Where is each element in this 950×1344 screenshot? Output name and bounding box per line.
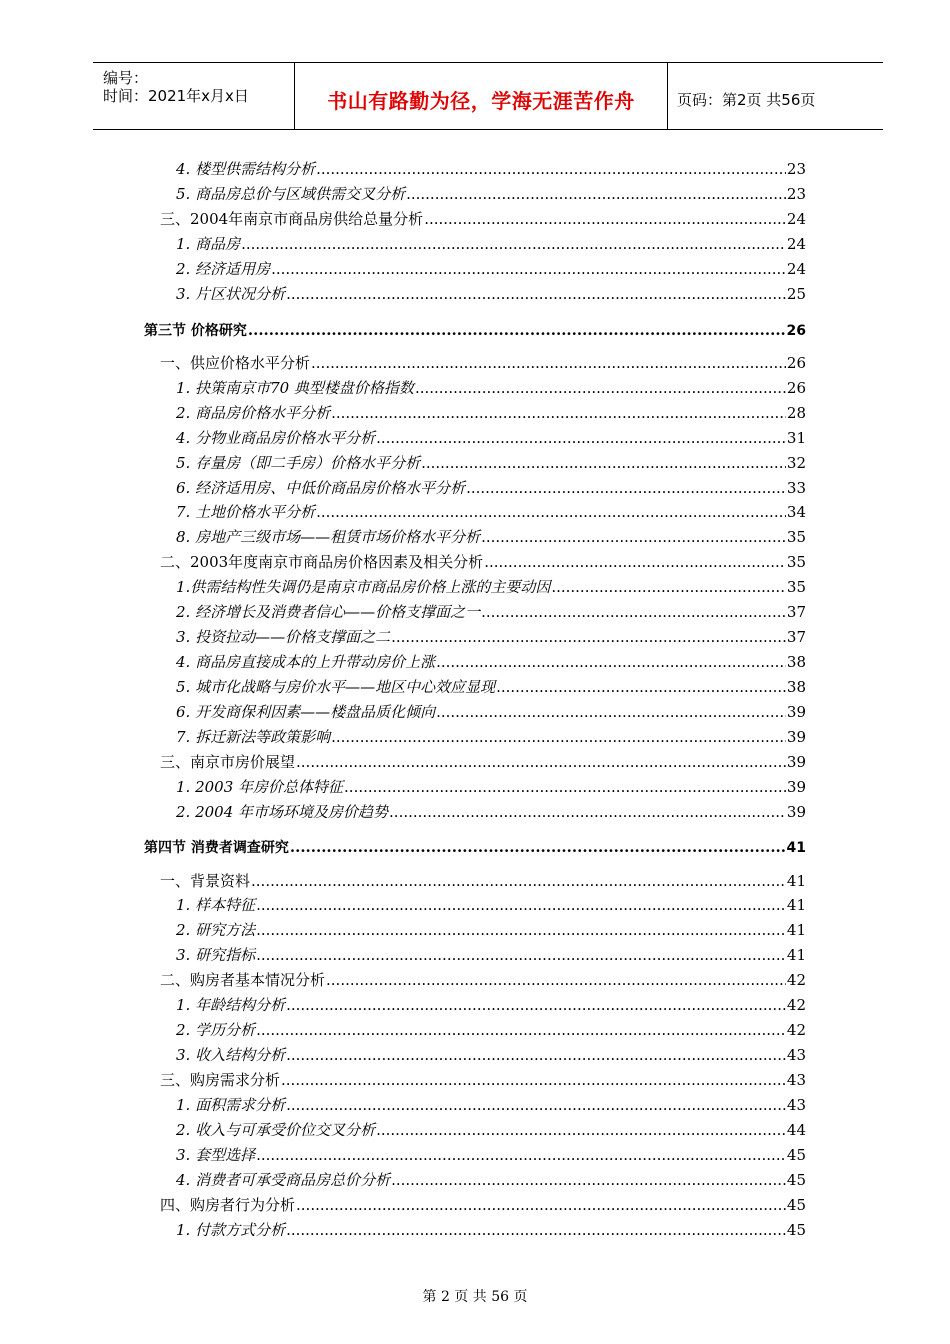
toc-entry-title: 4. 消费者可承受商品房总价分析 <box>176 1171 391 1189</box>
toc-entry-page: 31 <box>786 429 806 447</box>
document-time: 时间：2021年x月x日 <box>103 87 249 105</box>
toc-entry-page: 41 <box>786 872 806 890</box>
toc-leader-dots <box>481 525 786 549</box>
toc-entry[interactable] <box>160 1068 806 1092</box>
toc-entry-title: 3. 套型选择 <box>176 1146 256 1164</box>
toc-entry-title: 1.供需结构性失调仍是南京市商品房价格上涨的主要动因 <box>176 578 551 596</box>
header-info-cell <box>93 63 293 129</box>
toc-entry-title: 1. 抉策南京市70 典型楼盘价格指数 <box>176 379 414 397</box>
toc-leader-dots <box>496 675 786 699</box>
toc-leader-dots <box>391 1168 786 1192</box>
header-page-number: 页码：第2页 共56页 <box>677 91 816 109</box>
toc-entry-title: 1. 付款方式分析 <box>176 1221 286 1239</box>
toc-entry-page: 43 <box>786 1046 806 1064</box>
toc-entry[interactable] <box>160 1193 806 1217</box>
toc-entry-title: 2. 商品房价格水平分析 <box>176 404 331 422</box>
toc-entry-page: 24 <box>786 235 806 253</box>
toc-entry[interactable] <box>176 1043 806 1067</box>
toc-entry-page: 26 <box>786 379 806 397</box>
toc-leader-dots <box>251 869 786 893</box>
toc-leader-dots <box>436 650 786 674</box>
toc-entry-title: 3. 投资拉动——价格支撑面之二 <box>176 628 391 646</box>
toc-entry-page: 37 <box>786 628 806 646</box>
toc-leader-dots <box>436 700 786 724</box>
toc-leader-dots <box>286 1218 786 1242</box>
toc-entry[interactable] <box>176 232 806 256</box>
toc-entry-page: 25 <box>786 285 806 303</box>
toc-leader-dots <box>344 775 786 799</box>
toc-entry-page: 38 <box>786 678 806 696</box>
toc-entry-page: 28 <box>786 404 806 422</box>
toc-entry-title: 1. 面积需求分析 <box>176 1096 286 1114</box>
toc-entry-page: 35 <box>786 528 806 546</box>
toc-entry-title: 2. 学历分析 <box>176 1021 256 1039</box>
toc-entry[interactable] <box>176 500 806 524</box>
toc-entry-title: 6. 开发商保利因素——楼盘品质化倾向 <box>176 703 436 721</box>
toc-entry[interactable] <box>176 282 806 306</box>
page-header <box>93 62 883 130</box>
toc-entry[interactable] <box>176 401 806 425</box>
toc-entry-title: 三、购房需求分析 <box>160 1071 281 1089</box>
toc-entry-title: 2. 经济适用房 <box>176 260 271 278</box>
toc-entry-title: 四、购房者行为分析 <box>160 1196 296 1214</box>
toc-entry-title: 3. 研究指标 <box>176 946 256 964</box>
toc-entry-title: 一、供应价格水平分析 <box>160 354 311 372</box>
toc-entry-title: 4. 商品房直接成本的上升带动房价上涨 <box>176 653 436 671</box>
toc-entry[interactable] <box>176 993 806 1017</box>
toc-entry[interactable] <box>176 157 806 181</box>
toc-entry[interactable] <box>160 968 806 992</box>
toc-entry-title: 2. 2004 年市场环境及房价趋势 <box>176 803 389 821</box>
document-number: 编号： <box>103 69 149 87</box>
toc-leader-dots <box>331 401 786 425</box>
toc-entry[interactable] <box>176 426 806 450</box>
toc-entry-title: 1. 年龄结构分析 <box>176 996 286 1014</box>
toc-entry-title: 3. 片区状况分析 <box>176 285 286 303</box>
toc-entry[interactable] <box>176 1218 806 1242</box>
toc-entry-title: 4. 楼型供需结构分析 <box>176 160 316 178</box>
toc-entry-page: 35 <box>786 553 806 571</box>
toc-entry[interactable] <box>176 1018 806 1042</box>
toc-entry[interactable] <box>176 525 806 549</box>
toc-leader-dots <box>331 725 786 749</box>
toc-leader-dots <box>256 943 786 967</box>
toc-entry-page: 41 <box>786 921 806 939</box>
toc-entry[interactable] <box>176 1168 806 1192</box>
page-footer: 第 2 页 共 56 页 <box>422 1289 528 1305</box>
toc-entry[interactable] <box>176 775 806 799</box>
toc-entry-page: 38 <box>786 653 806 671</box>
toc-entry-page: 33 <box>786 479 806 497</box>
toc-entry-page: 42 <box>786 996 806 1014</box>
toc-leader-dots <box>551 575 786 599</box>
toc-entry-page: 23 <box>786 160 806 178</box>
toc-leader-dots <box>424 207 786 231</box>
toc-entry-page: 42 <box>786 971 806 989</box>
toc-entry-title: 1. 商品房 <box>176 235 241 253</box>
toc-leader-dots <box>286 1093 786 1117</box>
toc-entry-title: 二、购房者基本情况分析 <box>160 971 326 989</box>
toc-entry[interactable] <box>176 650 806 674</box>
toc-entry-title: 2. 经济增长及消费者信心——价格支撑面之一 <box>176 603 481 621</box>
toc-leader-dots <box>286 1043 786 1067</box>
toc-leader-dots <box>290 835 786 859</box>
toc-entry-page: 45 <box>786 1196 806 1214</box>
toc-entry-title: 7. 拆迁新法等政策影响 <box>176 728 331 746</box>
toc-leader-dots <box>256 918 786 942</box>
toc-entry-title: 5. 存量房（即二手房）价格水平分析 <box>176 454 421 472</box>
toc-entry-page: 34 <box>786 503 806 521</box>
toc-entry[interactable] <box>176 376 806 400</box>
toc-entry-title: 7. 土地价格水平分析 <box>176 503 316 521</box>
toc-entry[interactable] <box>160 351 806 375</box>
toc-entry[interactable] <box>176 800 806 824</box>
toc-entry-title: 5. 城市化战略与房价水平——地区中心效应显现 <box>176 678 496 696</box>
toc-leader-dots <box>311 351 786 375</box>
toc-entry[interactable] <box>176 575 806 599</box>
toc-entry-page: 39 <box>786 778 806 796</box>
toc-entry[interactable] <box>160 869 806 893</box>
toc-entry-title: 4. 分物业商品房价格水平分析 <box>176 429 376 447</box>
toc-entry-page: 39 <box>786 703 806 721</box>
toc-leader-dots <box>466 476 786 500</box>
toc-leader-dots <box>376 426 786 450</box>
toc-entry-page: 26 <box>786 323 806 339</box>
toc-entry-title: 1. 样本特征 <box>176 896 256 914</box>
toc-leader-dots <box>326 968 786 992</box>
toc-entry-page: 35 <box>786 578 806 596</box>
toc-leader-dots <box>286 282 786 306</box>
toc-entry-title: 6. 经济适用房、中低价商品房价格水平分析 <box>176 479 466 497</box>
toc-entry-title: 1. 2003 年房价总体特征 <box>176 778 344 796</box>
toc-entry[interactable] <box>176 625 806 649</box>
toc-entry[interactable] <box>176 943 806 967</box>
toc-entry-title: 三、南京市房价展望 <box>160 753 296 771</box>
toc-entry[interactable] <box>176 451 806 475</box>
header-motto-cell <box>294 63 668 129</box>
toc-entry-title: 三、2004年南京市商品房供给总量分析 <box>160 210 424 228</box>
toc-entry-page: 43 <box>786 1096 806 1114</box>
toc-leader-dots <box>296 750 786 774</box>
toc-entry[interactable] <box>176 893 806 917</box>
toc-leader-dots <box>281 1068 786 1092</box>
toc-leader-dots <box>256 1018 786 1042</box>
toc-entry-title: 二、2003年度南京市商品房价格因素及相关分析 <box>160 553 484 571</box>
toc-leader-dots <box>248 318 786 342</box>
toc-section-entry[interactable] <box>144 835 806 859</box>
toc-entry-page: 24 <box>786 210 806 228</box>
toc-entry[interactable] <box>176 725 806 749</box>
toc-entry[interactable] <box>176 675 806 699</box>
toc-entry-title: 8. 房地产三级市场——租赁市场价格水平分析 <box>176 528 481 546</box>
toc-entry-page: 39 <box>786 753 806 771</box>
toc-entry[interactable] <box>176 918 806 942</box>
toc-entry[interactable] <box>160 207 806 231</box>
toc-leader-dots <box>241 232 786 256</box>
toc-leader-dots <box>296 1193 786 1217</box>
toc-entry-page: 39 <box>786 728 806 746</box>
motto-text: 书山有路勤为径，学海无涯苦作舟 <box>327 89 635 113</box>
toc-entry[interactable] <box>176 1118 806 1142</box>
toc-leader-dots <box>484 550 786 574</box>
toc-entry-title: 5. 商品房总价与区域供需交叉分析 <box>176 185 406 203</box>
toc-entry-page: 43 <box>786 1071 806 1089</box>
toc-entry[interactable] <box>176 1143 806 1167</box>
toc-entry-page: 24 <box>786 260 806 278</box>
toc-leader-dots <box>316 500 786 524</box>
toc-leader-dots <box>316 157 786 181</box>
toc-entry-page: 39 <box>786 803 806 821</box>
toc-entry[interactable] <box>160 550 806 574</box>
toc-entry[interactable] <box>176 600 806 624</box>
toc-entry[interactable] <box>176 257 806 281</box>
toc-leader-dots <box>256 893 786 917</box>
toc-entry-page: 41 <box>786 946 806 964</box>
toc-entry-page: 45 <box>786 1146 806 1164</box>
toc-entry-page: 37 <box>786 603 806 621</box>
toc-entry[interactable] <box>176 700 806 724</box>
toc-leader-dots <box>406 182 786 206</box>
toc-entry-page: 44 <box>786 1121 806 1139</box>
toc-section-entry[interactable] <box>144 318 806 342</box>
toc-leader-dots <box>389 800 786 824</box>
toc-entry[interactable] <box>176 182 806 206</box>
toc-leader-dots <box>271 257 786 281</box>
toc-entry-title: 第三节 价格研究 <box>144 323 247 339</box>
toc-entry[interactable] <box>160 750 806 774</box>
toc-entry-page: 41 <box>786 896 806 914</box>
toc-entry-page: 45 <box>786 1171 806 1189</box>
toc-leader-dots <box>415 376 786 400</box>
toc-leader-dots <box>256 1143 786 1167</box>
header-page-cell <box>667 63 883 129</box>
toc-entry[interactable] <box>176 476 806 500</box>
toc-entry-title: 一、背景资料 <box>160 872 251 890</box>
toc-entry[interactable] <box>176 1093 806 1117</box>
toc-leader-dots <box>481 600 786 624</box>
toc-leader-dots <box>421 451 786 475</box>
toc-entry-page: 41 <box>786 840 806 856</box>
toc-leader-dots <box>376 1118 786 1142</box>
toc-entry-title: 第四节 消费者调查研究 <box>144 840 289 856</box>
toc-entry-page: 23 <box>786 185 806 203</box>
toc-leader-dots <box>286 993 786 1017</box>
toc-leader-dots <box>391 625 786 649</box>
toc-entry-page: 42 <box>786 1021 806 1039</box>
toc-entry-title: 3. 收入结构分析 <box>176 1046 286 1064</box>
toc-entry-page: 26 <box>786 354 806 372</box>
toc-entry-page: 32 <box>786 454 806 472</box>
toc-entry-page: 45 <box>786 1221 806 1239</box>
toc-entry-title: 2. 研究方法 <box>176 921 256 939</box>
toc-entry-title: 2. 收入与可承受价位交叉分析 <box>176 1121 376 1139</box>
